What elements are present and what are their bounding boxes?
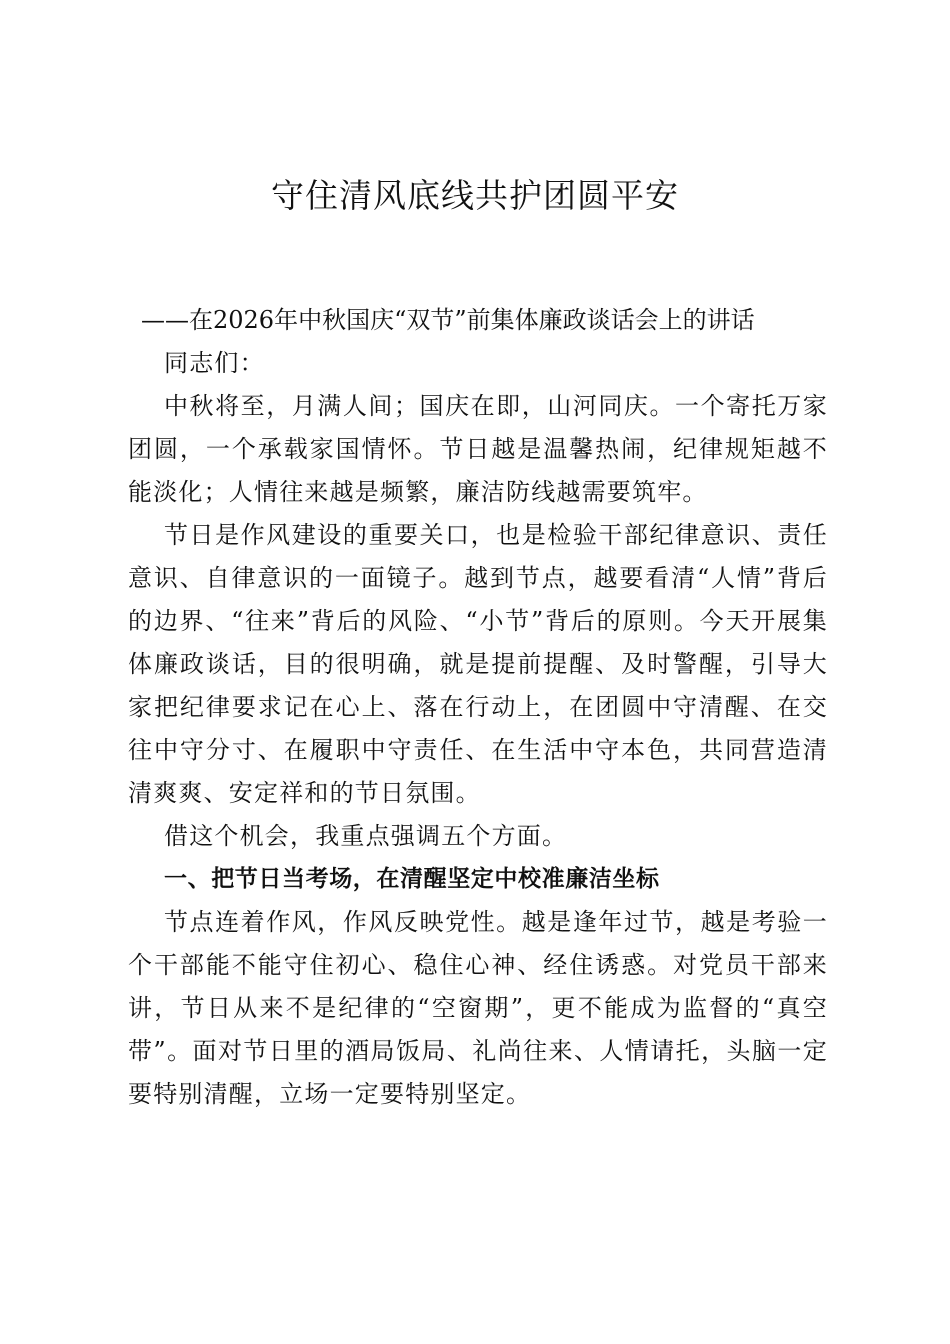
- paragraph-1: 中秋将至，月满人间；国庆在即，山河同庆。一个寄托万家团圆，一个承载家国情怀。节日越是温馨热闹，纪律规矩越不能淡化；人情往来越是频繁，廉洁防线越需要筑牢。: [128, 392, 828, 506]
- paragraph-2: 节日是作风建设的重要关口，也是检验干部纪律意识、责任意识、自律意识的一面镜子。越到节点，越要看清“人情”背后的边界、“往来”背后的风险、“小节”背后的原则。今天开展集体廉政谈话，目的很明确，就是提前提醒、及时警醒，引导大家把纪律要求记在心上、落在行动上，在团圆中守清醒、在交往中守分寸、在履职中守责任、在生活中守本色，共同营造清清爽爽、安定祥和的节日氛围。: [128, 521, 828, 807]
- document-title: 守住清风底线共护团圆平安: [271, 176, 679, 215]
- document-body: [128, 342, 828, 1116]
- paragraph-3: 借这个机会，我重点强调五个方面。: [164, 822, 568, 850]
- document-subtitle: ——在2026年中秋国庆“双节”前集体廉政谈话会上的讲话: [141, 306, 755, 334]
- section-1-paragraph: 节点连着作风，作风反映党性。越是逢年过节，越是考验一个干部能不能守住初心、稳住心神、经住诱惑。对党员干部来讲，节日从来不是纪律的“空窗期”，更不能成为监督的“真空带”。面对节日里的酒局饭局、礼尚往来、人情请托，头脑一定要特别清醒，立场一定要特别坚定。: [128, 908, 828, 1108]
- greeting: 同志们：: [164, 349, 265, 377]
- section-1-heading: 一、把节日当考场，在清醒坚定中校准廉洁坐标: [164, 866, 660, 892]
